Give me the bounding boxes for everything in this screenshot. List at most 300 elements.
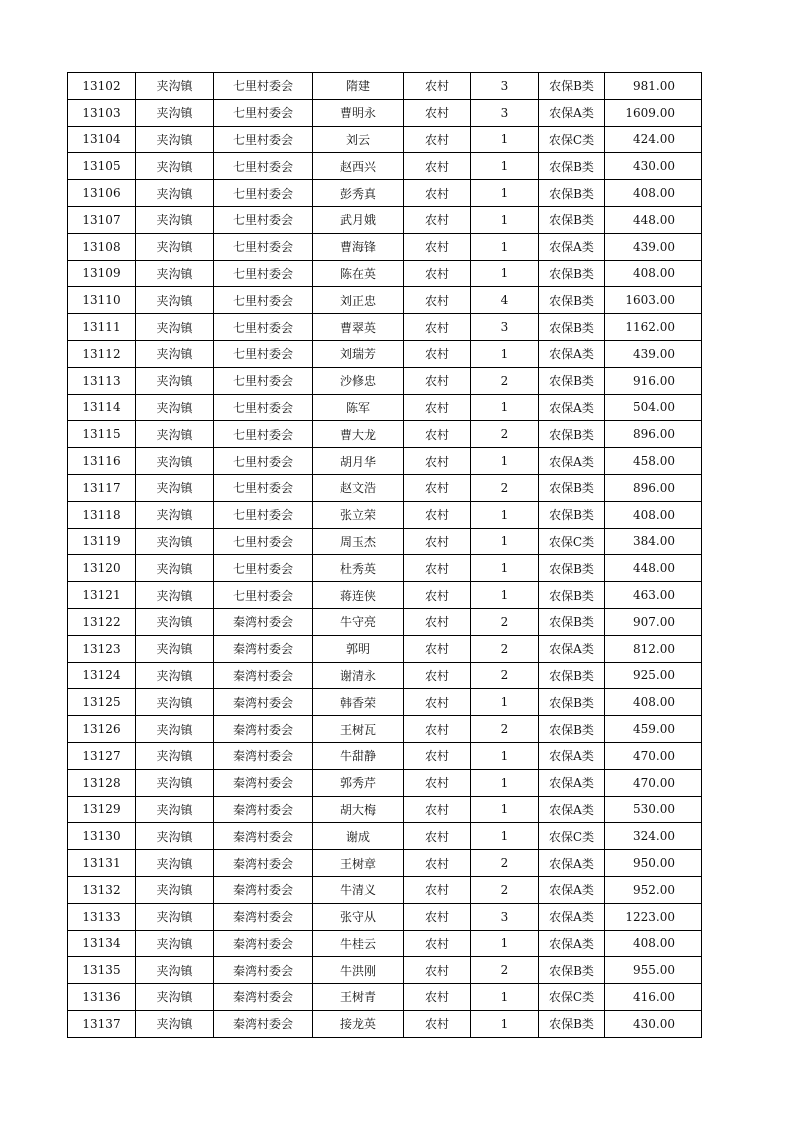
name-cell: 郭明 <box>313 635 404 662</box>
household-count-cell: 1 <box>471 984 539 1011</box>
village-cell: 七里村委会 <box>214 126 313 153</box>
area-type-cell: 农村 <box>404 501 471 528</box>
village-cell: 秦湾村委会 <box>214 1010 313 1037</box>
town-cell: 夹沟镇 <box>136 689 214 716</box>
area-type-cell: 农村 <box>404 448 471 475</box>
table-row <box>68 180 702 207</box>
serial-number-cell: 13134 <box>68 930 136 957</box>
town-cell: 夹沟镇 <box>136 1010 214 1037</box>
town-cell: 夹沟镇 <box>136 716 214 743</box>
household-count-cell: 2 <box>471 474 539 501</box>
name-cell: 杜秀英 <box>313 555 404 582</box>
table-row <box>68 73 702 100</box>
serial-number-cell: 13117 <box>68 474 136 501</box>
area-type-cell: 农村 <box>404 126 471 153</box>
household-count-cell: 2 <box>471 608 539 635</box>
table-row <box>68 528 702 555</box>
table-row <box>68 850 702 877</box>
table-row <box>68 474 702 501</box>
serial-number-cell: 13130 <box>68 823 136 850</box>
amount-cell: 463.00 <box>605 582 702 609</box>
amount-cell: 448.00 <box>605 206 702 233</box>
serial-number-cell: 13114 <box>68 394 136 421</box>
category-cell: 农保B类 <box>539 957 605 984</box>
name-cell: 牛清义 <box>313 876 404 903</box>
village-cell: 七里村委会 <box>214 340 313 367</box>
table-row <box>68 1010 702 1037</box>
category-cell: 农保C类 <box>539 823 605 850</box>
category-cell: 农保A类 <box>539 850 605 877</box>
village-cell: 七里村委会 <box>214 448 313 475</box>
category-cell: 农保B类 <box>539 153 605 180</box>
name-cell: 王树青 <box>313 984 404 1011</box>
category-cell: 农保B类 <box>539 421 605 448</box>
category-cell: 农保C类 <box>539 984 605 1011</box>
town-cell: 夹沟镇 <box>136 73 214 100</box>
name-cell: 王树章 <box>313 850 404 877</box>
town-cell: 夹沟镇 <box>136 153 214 180</box>
category-cell: 农保B类 <box>539 206 605 233</box>
table-row <box>68 99 702 126</box>
category-cell: 农保B类 <box>539 582 605 609</box>
household-count-cell: 1 <box>471 340 539 367</box>
name-cell: 张守从 <box>313 903 404 930</box>
village-cell: 七里村委会 <box>214 367 313 394</box>
name-cell: 刘瑞芳 <box>313 340 404 367</box>
town-cell: 夹沟镇 <box>136 635 214 662</box>
amount-cell: 812.00 <box>605 635 702 662</box>
serial-number-cell: 13107 <box>68 206 136 233</box>
household-count-cell: 2 <box>471 635 539 662</box>
name-cell: 刘云 <box>313 126 404 153</box>
amount-cell: 916.00 <box>605 367 702 394</box>
area-type-cell: 农村 <box>404 73 471 100</box>
amount-cell: 430.00 <box>605 1010 702 1037</box>
area-type-cell: 农村 <box>404 474 471 501</box>
village-cell: 秦湾村委会 <box>214 689 313 716</box>
name-cell: 张立荣 <box>313 501 404 528</box>
village-cell: 秦湾村委会 <box>214 635 313 662</box>
name-cell: 胡大梅 <box>313 796 404 823</box>
name-cell: 武月娥 <box>313 206 404 233</box>
category-cell: 农保A类 <box>539 99 605 126</box>
town-cell: 夹沟镇 <box>136 903 214 930</box>
town-cell: 夹沟镇 <box>136 367 214 394</box>
village-cell: 秦湾村委会 <box>214 769 313 796</box>
serial-number-cell: 13128 <box>68 769 136 796</box>
category-cell: 农保B类 <box>539 1010 605 1037</box>
area-type-cell: 农村 <box>404 394 471 421</box>
serial-number-cell: 13119 <box>68 528 136 555</box>
amount-cell: 470.00 <box>605 769 702 796</box>
household-count-cell: 1 <box>471 555 539 582</box>
serial-number-cell: 13112 <box>68 340 136 367</box>
category-cell: 农保C类 <box>539 126 605 153</box>
town-cell: 夹沟镇 <box>136 394 214 421</box>
serial-number-cell: 13123 <box>68 635 136 662</box>
category-cell: 农保B类 <box>539 287 605 314</box>
name-cell: 胡月华 <box>313 448 404 475</box>
household-count-cell: 1 <box>471 206 539 233</box>
serial-number-cell: 13118 <box>68 501 136 528</box>
serial-number-cell: 13132 <box>68 876 136 903</box>
amount-cell: 896.00 <box>605 421 702 448</box>
village-cell: 秦湾村委会 <box>214 850 313 877</box>
serial-number-cell: 13126 <box>68 716 136 743</box>
category-cell: 农保C类 <box>539 528 605 555</box>
household-count-cell: 1 <box>471 930 539 957</box>
village-cell: 七里村委会 <box>214 314 313 341</box>
table-row <box>68 957 702 984</box>
table-row <box>68 635 702 662</box>
name-cell: 曹大龙 <box>313 421 404 448</box>
village-cell: 七里村委会 <box>214 287 313 314</box>
category-cell: 农保B类 <box>539 474 605 501</box>
area-type-cell: 农村 <box>404 528 471 555</box>
village-cell: 七里村委会 <box>214 153 313 180</box>
area-type-cell: 农村 <box>404 957 471 984</box>
household-count-cell: 2 <box>471 957 539 984</box>
name-cell: 陈在英 <box>313 260 404 287</box>
category-cell: 农保B类 <box>539 662 605 689</box>
name-cell: 彭秀真 <box>313 180 404 207</box>
area-type-cell: 农村 <box>404 340 471 367</box>
name-cell: 赵文浩 <box>313 474 404 501</box>
table-row <box>68 984 702 1011</box>
town-cell: 夹沟镇 <box>136 555 214 582</box>
household-count-cell: 1 <box>471 233 539 260</box>
town-cell: 夹沟镇 <box>136 501 214 528</box>
village-cell: 七里村委会 <box>214 206 313 233</box>
table-row <box>68 689 702 716</box>
amount-cell: 430.00 <box>605 153 702 180</box>
town-cell: 夹沟镇 <box>136 850 214 877</box>
village-cell: 七里村委会 <box>214 501 313 528</box>
village-cell: 秦湾村委会 <box>214 662 313 689</box>
name-cell: 接龙英 <box>313 1010 404 1037</box>
area-type-cell: 农村 <box>404 796 471 823</box>
household-count-cell: 3 <box>471 99 539 126</box>
serial-number-cell: 13116 <box>68 448 136 475</box>
area-type-cell: 农村 <box>404 233 471 260</box>
household-count-cell: 1 <box>471 1010 539 1037</box>
household-count-cell: 4 <box>471 287 539 314</box>
town-cell: 夹沟镇 <box>136 421 214 448</box>
area-type-cell: 农村 <box>404 876 471 903</box>
household-count-cell: 1 <box>471 260 539 287</box>
name-cell: 牛桂云 <box>313 930 404 957</box>
category-cell: 农保A类 <box>539 796 605 823</box>
household-count-cell: 2 <box>471 421 539 448</box>
name-cell: 沙修忠 <box>313 367 404 394</box>
serial-number-cell: 13108 <box>68 233 136 260</box>
household-count-cell: 1 <box>471 448 539 475</box>
town-cell: 夹沟镇 <box>136 608 214 635</box>
area-type-cell: 农村 <box>404 769 471 796</box>
household-count-cell: 3 <box>471 314 539 341</box>
household-count-cell: 1 <box>471 796 539 823</box>
table-row <box>68 394 702 421</box>
town-cell: 夹沟镇 <box>136 796 214 823</box>
serial-number-cell: 13136 <box>68 984 136 1011</box>
town-cell: 夹沟镇 <box>136 340 214 367</box>
town-cell: 夹沟镇 <box>136 448 214 475</box>
amount-cell: 1162.00 <box>605 314 702 341</box>
town-cell: 夹沟镇 <box>136 769 214 796</box>
area-type-cell: 农村 <box>404 1010 471 1037</box>
table-row <box>68 608 702 635</box>
household-count-cell: 2 <box>471 876 539 903</box>
category-cell: 农保A类 <box>539 903 605 930</box>
amount-cell: 458.00 <box>605 448 702 475</box>
name-cell: 曹翠英 <box>313 314 404 341</box>
town-cell: 夹沟镇 <box>136 314 214 341</box>
town-cell: 夹沟镇 <box>136 474 214 501</box>
category-cell: 农保A类 <box>539 394 605 421</box>
household-count-cell: 1 <box>471 769 539 796</box>
village-cell: 秦湾村委会 <box>214 903 313 930</box>
town-cell: 夹沟镇 <box>136 582 214 609</box>
area-type-cell: 农村 <box>404 984 471 1011</box>
area-type-cell: 农村 <box>404 555 471 582</box>
category-cell: 农保A类 <box>539 233 605 260</box>
village-cell: 秦湾村委会 <box>214 823 313 850</box>
category-cell: 农保A类 <box>539 448 605 475</box>
serial-number-cell: 13124 <box>68 662 136 689</box>
serial-number-cell: 13120 <box>68 555 136 582</box>
category-cell: 农保A类 <box>539 876 605 903</box>
serial-number-cell: 13110 <box>68 287 136 314</box>
name-cell: 陈军 <box>313 394 404 421</box>
category-cell: 农保A类 <box>539 930 605 957</box>
household-count-cell: 3 <box>471 73 539 100</box>
data-table <box>67 72 702 1038</box>
town-cell: 夹沟镇 <box>136 930 214 957</box>
table-row <box>68 582 702 609</box>
category-cell: 农保B类 <box>539 716 605 743</box>
name-cell: 刘正忠 <box>313 287 404 314</box>
amount-cell: 470.00 <box>605 742 702 769</box>
village-cell: 七里村委会 <box>214 99 313 126</box>
town-cell: 夹沟镇 <box>136 126 214 153</box>
area-type-cell: 农村 <box>404 582 471 609</box>
village-cell: 七里村委会 <box>214 260 313 287</box>
serial-number-cell: 13115 <box>68 421 136 448</box>
area-type-cell: 农村 <box>404 367 471 394</box>
amount-cell: 955.00 <box>605 957 702 984</box>
table-row <box>68 153 702 180</box>
serial-number-cell: 13135 <box>68 957 136 984</box>
table-body <box>68 73 702 1038</box>
amount-cell: 439.00 <box>605 340 702 367</box>
serial-number-cell: 13131 <box>68 850 136 877</box>
table-row <box>68 367 702 394</box>
town-cell: 夹沟镇 <box>136 662 214 689</box>
town-cell: 夹沟镇 <box>136 206 214 233</box>
category-cell: 农保A类 <box>539 340 605 367</box>
category-cell: 农保B类 <box>539 555 605 582</box>
name-cell: 隋建 <box>313 73 404 100</box>
village-cell: 七里村委会 <box>214 180 313 207</box>
village-cell: 七里村委会 <box>214 394 313 421</box>
name-cell: 曹海锋 <box>313 233 404 260</box>
serial-number-cell: 13127 <box>68 742 136 769</box>
amount-cell: 1603.00 <box>605 287 702 314</box>
amount-cell: 408.00 <box>605 180 702 207</box>
serial-number-cell: 13129 <box>68 796 136 823</box>
area-type-cell: 农村 <box>404 153 471 180</box>
category-cell: 农保B类 <box>539 260 605 287</box>
household-count-cell: 1 <box>471 689 539 716</box>
amount-cell: 1609.00 <box>605 99 702 126</box>
amount-cell: 950.00 <box>605 850 702 877</box>
serial-number-cell: 13121 <box>68 582 136 609</box>
serial-number-cell: 13122 <box>68 608 136 635</box>
area-type-cell: 农村 <box>404 260 471 287</box>
household-count-cell: 1 <box>471 153 539 180</box>
name-cell: 王树瓦 <box>313 716 404 743</box>
serial-number-cell: 13103 <box>68 99 136 126</box>
name-cell: 谢清永 <box>313 662 404 689</box>
area-type-cell: 农村 <box>404 716 471 743</box>
area-type-cell: 农村 <box>404 850 471 877</box>
name-cell: 牛守亮 <box>313 608 404 635</box>
area-type-cell: 农村 <box>404 635 471 662</box>
name-cell: 韩香荣 <box>313 689 404 716</box>
table-row <box>68 206 702 233</box>
category-cell: 农保A类 <box>539 742 605 769</box>
table-row <box>68 501 702 528</box>
name-cell: 周玉杰 <box>313 528 404 555</box>
amount-cell: 459.00 <box>605 716 702 743</box>
town-cell: 夹沟镇 <box>136 260 214 287</box>
area-type-cell: 农村 <box>404 689 471 716</box>
village-cell: 秦湾村委会 <box>214 930 313 957</box>
village-cell: 七里村委会 <box>214 555 313 582</box>
amount-cell: 448.00 <box>605 555 702 582</box>
serial-number-cell: 13111 <box>68 314 136 341</box>
town-cell: 夹沟镇 <box>136 528 214 555</box>
area-type-cell: 农村 <box>404 903 471 930</box>
category-cell: 农保B类 <box>539 501 605 528</box>
village-cell: 七里村委会 <box>214 582 313 609</box>
household-count-cell: 2 <box>471 367 539 394</box>
name-cell: 牛甜静 <box>313 742 404 769</box>
town-cell: 夹沟镇 <box>136 957 214 984</box>
name-cell: 蒋连侠 <box>313 582 404 609</box>
amount-cell: 408.00 <box>605 260 702 287</box>
category-cell: 农保B类 <box>539 180 605 207</box>
village-cell: 秦湾村委会 <box>214 608 313 635</box>
table-row <box>68 233 702 260</box>
serial-number-cell: 13113 <box>68 367 136 394</box>
amount-cell: 408.00 <box>605 930 702 957</box>
table-row <box>68 716 702 743</box>
area-type-cell: 农村 <box>404 823 471 850</box>
village-cell: 秦湾村委会 <box>214 957 313 984</box>
serial-number-cell: 13109 <box>68 260 136 287</box>
household-count-cell: 1 <box>471 823 539 850</box>
town-cell: 夹沟镇 <box>136 287 214 314</box>
table-row <box>68 448 702 475</box>
town-cell: 夹沟镇 <box>136 99 214 126</box>
serial-number-cell: 13105 <box>68 153 136 180</box>
town-cell: 夹沟镇 <box>136 180 214 207</box>
amount-cell: 439.00 <box>605 233 702 260</box>
town-cell: 夹沟镇 <box>136 984 214 1011</box>
table-row <box>68 555 702 582</box>
table-row <box>68 823 702 850</box>
table-row <box>68 769 702 796</box>
serial-number-cell: 13106 <box>68 180 136 207</box>
table-row <box>68 796 702 823</box>
amount-cell: 324.00 <box>605 823 702 850</box>
serial-number-cell: 13137 <box>68 1010 136 1037</box>
area-type-cell: 农村 <box>404 608 471 635</box>
village-cell: 秦湾村委会 <box>214 876 313 903</box>
amount-cell: 981.00 <box>605 73 702 100</box>
village-cell: 秦湾村委会 <box>214 742 313 769</box>
table-row <box>68 287 702 314</box>
household-count-cell: 1 <box>471 501 539 528</box>
town-cell: 夹沟镇 <box>136 233 214 260</box>
village-cell: 秦湾村委会 <box>214 984 313 1011</box>
name-cell: 曹明永 <box>313 99 404 126</box>
town-cell: 夹沟镇 <box>136 823 214 850</box>
table-row <box>68 662 702 689</box>
village-cell: 秦湾村委会 <box>214 796 313 823</box>
amount-cell: 1223.00 <box>605 903 702 930</box>
category-cell: 农保B类 <box>539 689 605 716</box>
household-count-cell: 1 <box>471 180 539 207</box>
table-row <box>68 126 702 153</box>
area-type-cell: 农村 <box>404 742 471 769</box>
table-row <box>68 340 702 367</box>
area-type-cell: 农村 <box>404 206 471 233</box>
table-row <box>68 876 702 903</box>
village-cell: 秦湾村委会 <box>214 716 313 743</box>
name-cell: 牛洪刚 <box>313 957 404 984</box>
name-cell: 郭秀芹 <box>313 769 404 796</box>
area-type-cell: 农村 <box>404 314 471 341</box>
household-count-cell: 1 <box>471 126 539 153</box>
amount-cell: 416.00 <box>605 984 702 1011</box>
amount-cell: 384.00 <box>605 528 702 555</box>
table-row <box>68 903 702 930</box>
table-row <box>68 314 702 341</box>
household-count-cell: 2 <box>471 662 539 689</box>
name-cell: 赵西兴 <box>313 153 404 180</box>
table-row <box>68 260 702 287</box>
village-cell: 七里村委会 <box>214 73 313 100</box>
table-row <box>68 421 702 448</box>
table-row <box>68 742 702 769</box>
village-cell: 七里村委会 <box>214 528 313 555</box>
area-type-cell: 农村 <box>404 421 471 448</box>
serial-number-cell: 13133 <box>68 903 136 930</box>
area-type-cell: 农村 <box>404 180 471 207</box>
amount-cell: 424.00 <box>605 126 702 153</box>
amount-cell: 504.00 <box>605 394 702 421</box>
household-count-cell: 2 <box>471 850 539 877</box>
household-count-cell: 1 <box>471 582 539 609</box>
household-count-cell: 1 <box>471 528 539 555</box>
category-cell: 农保A类 <box>539 635 605 662</box>
area-type-cell: 农村 <box>404 287 471 314</box>
category-cell: 农保B类 <box>539 73 605 100</box>
town-cell: 夹沟镇 <box>136 742 214 769</box>
amount-cell: 408.00 <box>605 501 702 528</box>
